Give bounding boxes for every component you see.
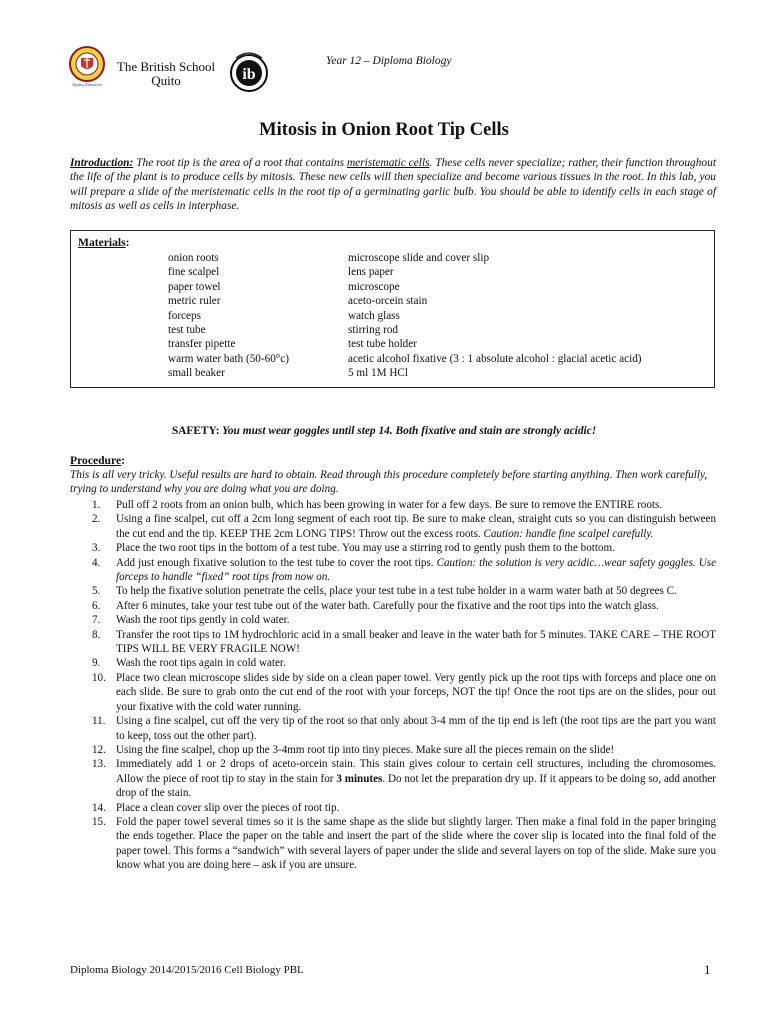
course-title: Year 12 – Diploma Biology [326, 55, 452, 67]
material-item: aceto-orcein stain [348, 295, 428, 308]
step-number: 4. [92, 556, 101, 569]
safety-label: SAFETY: [171, 425, 220, 437]
step-number: 15. [92, 815, 106, 828]
step-number: 6. [92, 599, 101, 612]
step-text: Fold the paper towel several times so it is the same shape as the slide but slightly larger. Then make a final fold in the paper bringing the ends together. Place the paper on the table and insert the part of the slide where the cover slip is located into the final fold of the paper towel. This forms a “sandwich” with several layers of paper under the slide and several layers on top of the slide. Make sure you know what you are doing here – ask if you are unsure. [116, 815, 716, 872]
step-text: Using a fine scalpel, cut off a 2cm long segment of each root tip. Be sure to make clean, straight cuts so you can distinguish between the cut end and the tip. KEEP THE 2cm LONG TIPS! Throw out the excess roots. [116, 513, 716, 540]
step-text: To help the fixative solution penetrate the cells, place your test tube in a test tube holder in a warm water bath at 50 degrees C. [116, 585, 677, 598]
procedure-step [70, 671, 716, 714]
svg-text:ib: ib [242, 66, 256, 83]
procedure-step [70, 541, 716, 555]
materials-colon: : [125, 236, 130, 249]
procedure-step [70, 556, 716, 585]
step-text: After 6 minutes, take your test tube out of the water bath. Carefully pour the fixative and the root tips into the watch glass. [116, 599, 659, 612]
step-text: Using the fine scalpel, chop up the 3-4mm root tip into tiny pieces. Make sure all the pieces remain on the slide! [116, 743, 615, 756]
procedure-step [70, 584, 716, 598]
material-item: test tube [168, 324, 206, 337]
step-text: Transfer the root tips to 1M hydrochloric acid in a small beaker and leave in the water bath for 5 minutes. TAKE CARE – THE ROOT TIPS WILL BE VERY FRAGILE NOW! [116, 628, 716, 656]
materials-heading-text: Materials [78, 236, 126, 249]
step-number: 10. [92, 671, 106, 684]
step-text: Place two clean microscope slides side by side on a clean paper towel. Very gently pick up the root tips with forceps and place one on each slide. Be sure to grab onto the cut end of the root with your forceps, NOT the tip! Once the root tips are on the slides, pour out your fixative with the cold water running. [116, 671, 716, 713]
procedure-steps [70, 498, 716, 873]
materials-list-left [168, 251, 289, 381]
material-item: fine scalpel [168, 266, 220, 279]
footer-course-info: Diploma Biology 2014/2015/2016 Cell Biology PBL [70, 964, 304, 976]
material-item: stirring rod [348, 324, 399, 337]
procedure-step [70, 801, 716, 815]
material-item: small beaker [168, 367, 225, 380]
material-item: warm water bath (50-60°c) [168, 352, 289, 365]
safety-text: You must wear goggles until step 14. Both fixative and stain are strongly acidic! [219, 425, 597, 437]
material-item: lens paper [348, 266, 394, 279]
step-number: 9. [92, 657, 101, 670]
step-number: 5. [92, 585, 101, 598]
material-item: 5 ml 1M HCl [348, 367, 408, 380]
step-emphasis: 3 minutes [336, 772, 383, 785]
school-name: The British School Quito [116, 59, 216, 88]
ib-world-school-logo [228, 46, 270, 96]
procedure-step [70, 628, 716, 657]
material-item: watch glass [348, 309, 400, 322]
step-number: 2. [92, 513, 101, 526]
introduction-paragraph [70, 156, 716, 214]
material-item: transfer pipette [168, 338, 236, 351]
intro-term: meristematic cells [346, 157, 430, 169]
step-number: 11. [92, 715, 106, 728]
materials-heading [78, 236, 130, 249]
procedure-step [70, 815, 716, 873]
document-title: Mitosis in Onion Root Tip Cells [259, 120, 509, 140]
material-item: forceps [168, 309, 201, 322]
step-number: 3. [92, 542, 101, 555]
step-number: 1. [92, 499, 101, 511]
material-item: metric ruler [168, 295, 221, 308]
procedure-step [70, 656, 716, 670]
step-number: 7. [92, 614, 101, 627]
procedure-step [70, 498, 716, 512]
introduction-label: Introduction: [70, 157, 134, 169]
procedure-intro: This is all very tricky. Useful results are hard to obtain. Read through this procedure completely before starting anything. Then work carefully, trying to understand why you are doing what you are doing. [70, 469, 708, 496]
material-item: acetic alcohol fixative (3 : 1 absolute alcohol : glacial acetic acid) [348, 352, 642, 365]
step-caution: Caution: the solution is very acidic…wear safety goggles. Use forceps to handle “fixed” root tips from now on. [116, 556, 716, 584]
step-text: Add just enough fixative solution to the test tube to cover the root tips. [116, 556, 437, 569]
procedure-heading-text: Procedure [70, 454, 122, 467]
intro-text-2: . These cells never specialize; rather, their function throughout the life of the plant is to produce cells by mitosis. These new cells will then specialize and become various tissues in the root. In this lab, you will prepare a slide of the meristematic cells in the root tip of a germinating garlic bulb. You should be able to identify cells in each stage of mitosis as well as cells in interphase. [70, 157, 716, 213]
procedure-heading [70, 454, 125, 467]
procedure-step [70, 512, 716, 541]
procedure-step [70, 757, 716, 800]
school-crest-logo [66, 44, 108, 92]
material-item: paper towel [168, 280, 221, 293]
step-text: Place a clean cover slip over the pieces of root tip. [116, 801, 340, 814]
step-text-after: . Do not let the preparation dry up. If it appears to be doing so, add another drop of the stain. [116, 772, 716, 800]
step-number: 8. [92, 628, 101, 641]
step-number: 13. [92, 758, 106, 771]
step-text: Using a fine scalpel, cut off the very tip of the root so that only about 3-4 mm of the tip end is left (the root tips are the part you want to keep, toss out the other part). [116, 715, 716, 742]
material-item: test tube holder [348, 338, 417, 351]
page-number: 1 [704, 962, 711, 977]
step-text: Wash the root tips again in cold water. [116, 657, 286, 670]
procedure-step [70, 613, 716, 627]
materials-list-right [348, 251, 642, 381]
step-text: Wash the root tips gently in cold water. [116, 614, 290, 627]
step-number: 14. [92, 801, 106, 814]
intro-text-1: The root tip is the area of a root that contains [133, 157, 347, 169]
procedure-step [70, 599, 716, 613]
step-text: Place the two root tips in the bottom of a test tube. You may use a stirring rod to gently push them to the bottom. [116, 542, 615, 555]
material-item: microscope slide and cover slip [348, 252, 490, 264]
step-caution: Caution: handle fine scalpel carefully. [483, 527, 654, 540]
procedure-colon: : [121, 454, 125, 467]
step-number: 12. [92, 743, 106, 756]
crest-motto: Quality Education [72, 82, 102, 87]
procedure-step [70, 714, 716, 743]
step-text: Pull off 2 roots from an onion bulb, which has been growing in water for a few days. Be sure to remove the ENTIRE roots. [116, 499, 663, 511]
material-item: onion roots [168, 252, 219, 264]
safety-notice [0, 425, 768, 437]
step-text: Immediately add 1 or 2 drops of aceto-orcein stain. This stain gives colour to certain cell structures, including the chromosomes. Allow the piece of root tip to stay in the stain for [116, 758, 716, 785]
procedure-step [70, 743, 716, 757]
material-item: microscope [348, 280, 400, 293]
